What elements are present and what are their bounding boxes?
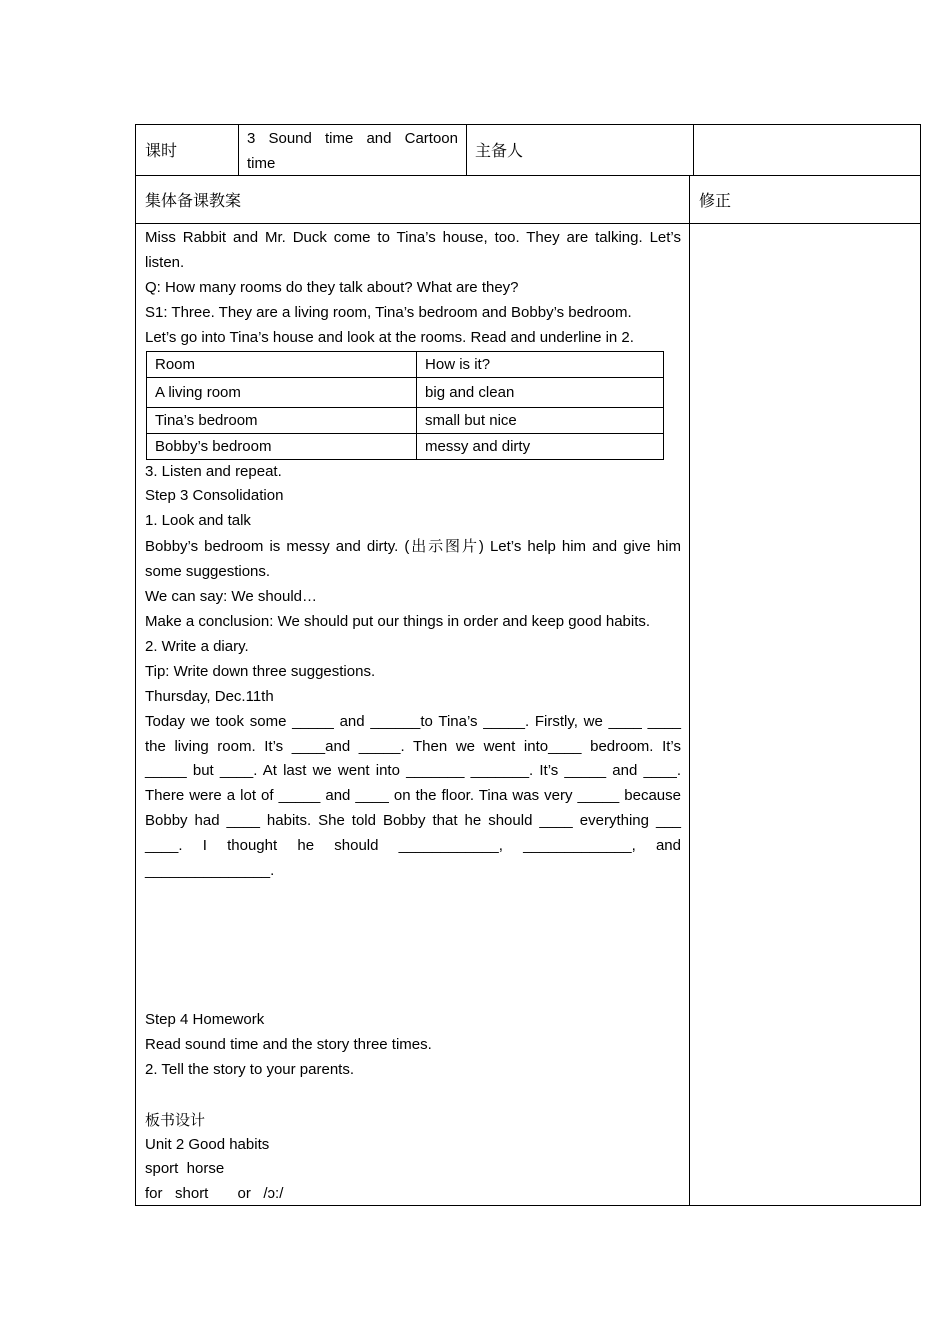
diary-date: Thursday, Dec.11th bbox=[145, 687, 274, 705]
room-name: Bobby’s bedroom bbox=[147, 433, 417, 459]
bobby-line1-a: Bobby’s bedroom is messy and dirty. ( bbox=[145, 538, 410, 556]
diary-line5: Bobby had ____ habits. She told Bobby that he should ____ everything ___ bbox=[145, 812, 681, 830]
diary-line1: Today we took some _____ and ______to Tina’s _____. Firstly, we ____ ____ bbox=[145, 712, 681, 730]
table-header-row bbox=[147, 351, 664, 377]
intro-line1: Miss Rabbit and Mr. Duck come to Tina’s house, too. They are talking. Let’s bbox=[145, 229, 681, 246]
question: Q: How many rooms do they talk about? What are they? bbox=[145, 278, 519, 296]
lesson-content bbox=[145, 226, 681, 1207]
bobby-line1 bbox=[145, 534, 681, 560]
we-can-say: We can say: We should… bbox=[145, 588, 318, 606]
room-name: A living room bbox=[147, 377, 417, 407]
diary-line4: There were a lot of _____ and ____ on the floor. Tina was very _____ because bbox=[145, 787, 681, 805]
correction-label: 修正 bbox=[699, 191, 732, 210]
step3-heading: Step 3 Consolidation bbox=[145, 487, 284, 505]
lesson-value bbox=[247, 126, 458, 176]
diary-line6: ____. I thought he should ____________, _____________, and bbox=[145, 837, 681, 855]
row-divider-1 bbox=[136, 175, 920, 176]
look-talk: 1. Look and talk bbox=[145, 512, 251, 530]
unit-title: Unit 2 Good habits bbox=[145, 1135, 270, 1153]
instruction: Let’s go into Tina’s house and look at the rooms. Read and underline in 2. bbox=[145, 328, 634, 346]
diary-line2: the living room. It’s ____and _____. Then we went into____ bedroom. It’s bbox=[145, 737, 681, 755]
lesson-value-line1: 3 Sound time and Cartoon bbox=[247, 130, 458, 147]
words-line2: for short or /ɔ:/ bbox=[145, 1185, 284, 1203]
table-row bbox=[147, 407, 664, 433]
rooms-table bbox=[146, 351, 664, 460]
diary-line3: _____ but ____. At last we went into _______ _______. It’s _____ and ____. bbox=[145, 762, 681, 780]
blank-line bbox=[145, 1083, 681, 1108]
tip: Tip: Write down three suggestions. bbox=[145, 662, 376, 680]
table-row bbox=[147, 377, 664, 407]
room-description: small but nice bbox=[417, 407, 664, 433]
write-diary: 2. Write a diary. bbox=[145, 637, 249, 655]
listen-repeat: 3. Listen and repeat. bbox=[145, 462, 282, 480]
room-name: Tina’s bedroom bbox=[147, 407, 417, 433]
bobby-line1-b: ) Let’s help him and give him bbox=[478, 538, 681, 556]
table-header-how: How is it? bbox=[417, 351, 664, 377]
lesson-label: 课时 bbox=[145, 141, 178, 160]
table-header-room: Room bbox=[147, 351, 417, 377]
plan-label: 集体备课教案 bbox=[145, 191, 242, 210]
words-line1: sport horse bbox=[145, 1160, 225, 1178]
blank-space bbox=[145, 884, 681, 1008]
answer: S1: Three. They are a living room, Tina’s bedroom and Bobby’s bedroom. bbox=[145, 303, 632, 321]
conclusion: Make a conclusion: We should put our things in order and keep good habits. bbox=[145, 612, 651, 630]
col-divider-1 bbox=[238, 125, 239, 175]
homework-2: 2. Tell the story to your parents. bbox=[145, 1060, 354, 1078]
col-divider-main bbox=[689, 175, 690, 1206]
col-divider-3 bbox=[693, 125, 694, 175]
room-description: big and clean bbox=[417, 377, 664, 407]
bobby-line1-cjk: 出示图片 bbox=[409, 537, 479, 556]
diary-line7: _______________. bbox=[145, 862, 275, 880]
row-divider-2 bbox=[136, 223, 920, 224]
lesson-plan-table bbox=[135, 124, 921, 1206]
table-row bbox=[147, 433, 664, 459]
lesson-value-line2: time bbox=[247, 155, 276, 172]
board-design-title: 板书设计 bbox=[145, 1110, 206, 1129]
bobby-line2: some suggestions. bbox=[145, 563, 271, 581]
col-divider-2 bbox=[466, 125, 467, 175]
intro-line2: listen. bbox=[145, 253, 185, 271]
homework-1: Read sound time and the story three times. bbox=[145, 1035, 432, 1053]
room-description: messy and dirty bbox=[417, 433, 664, 459]
preparer-label: 主备人 bbox=[475, 141, 524, 160]
step4-heading: Step 4 Homework bbox=[145, 1010, 265, 1028]
